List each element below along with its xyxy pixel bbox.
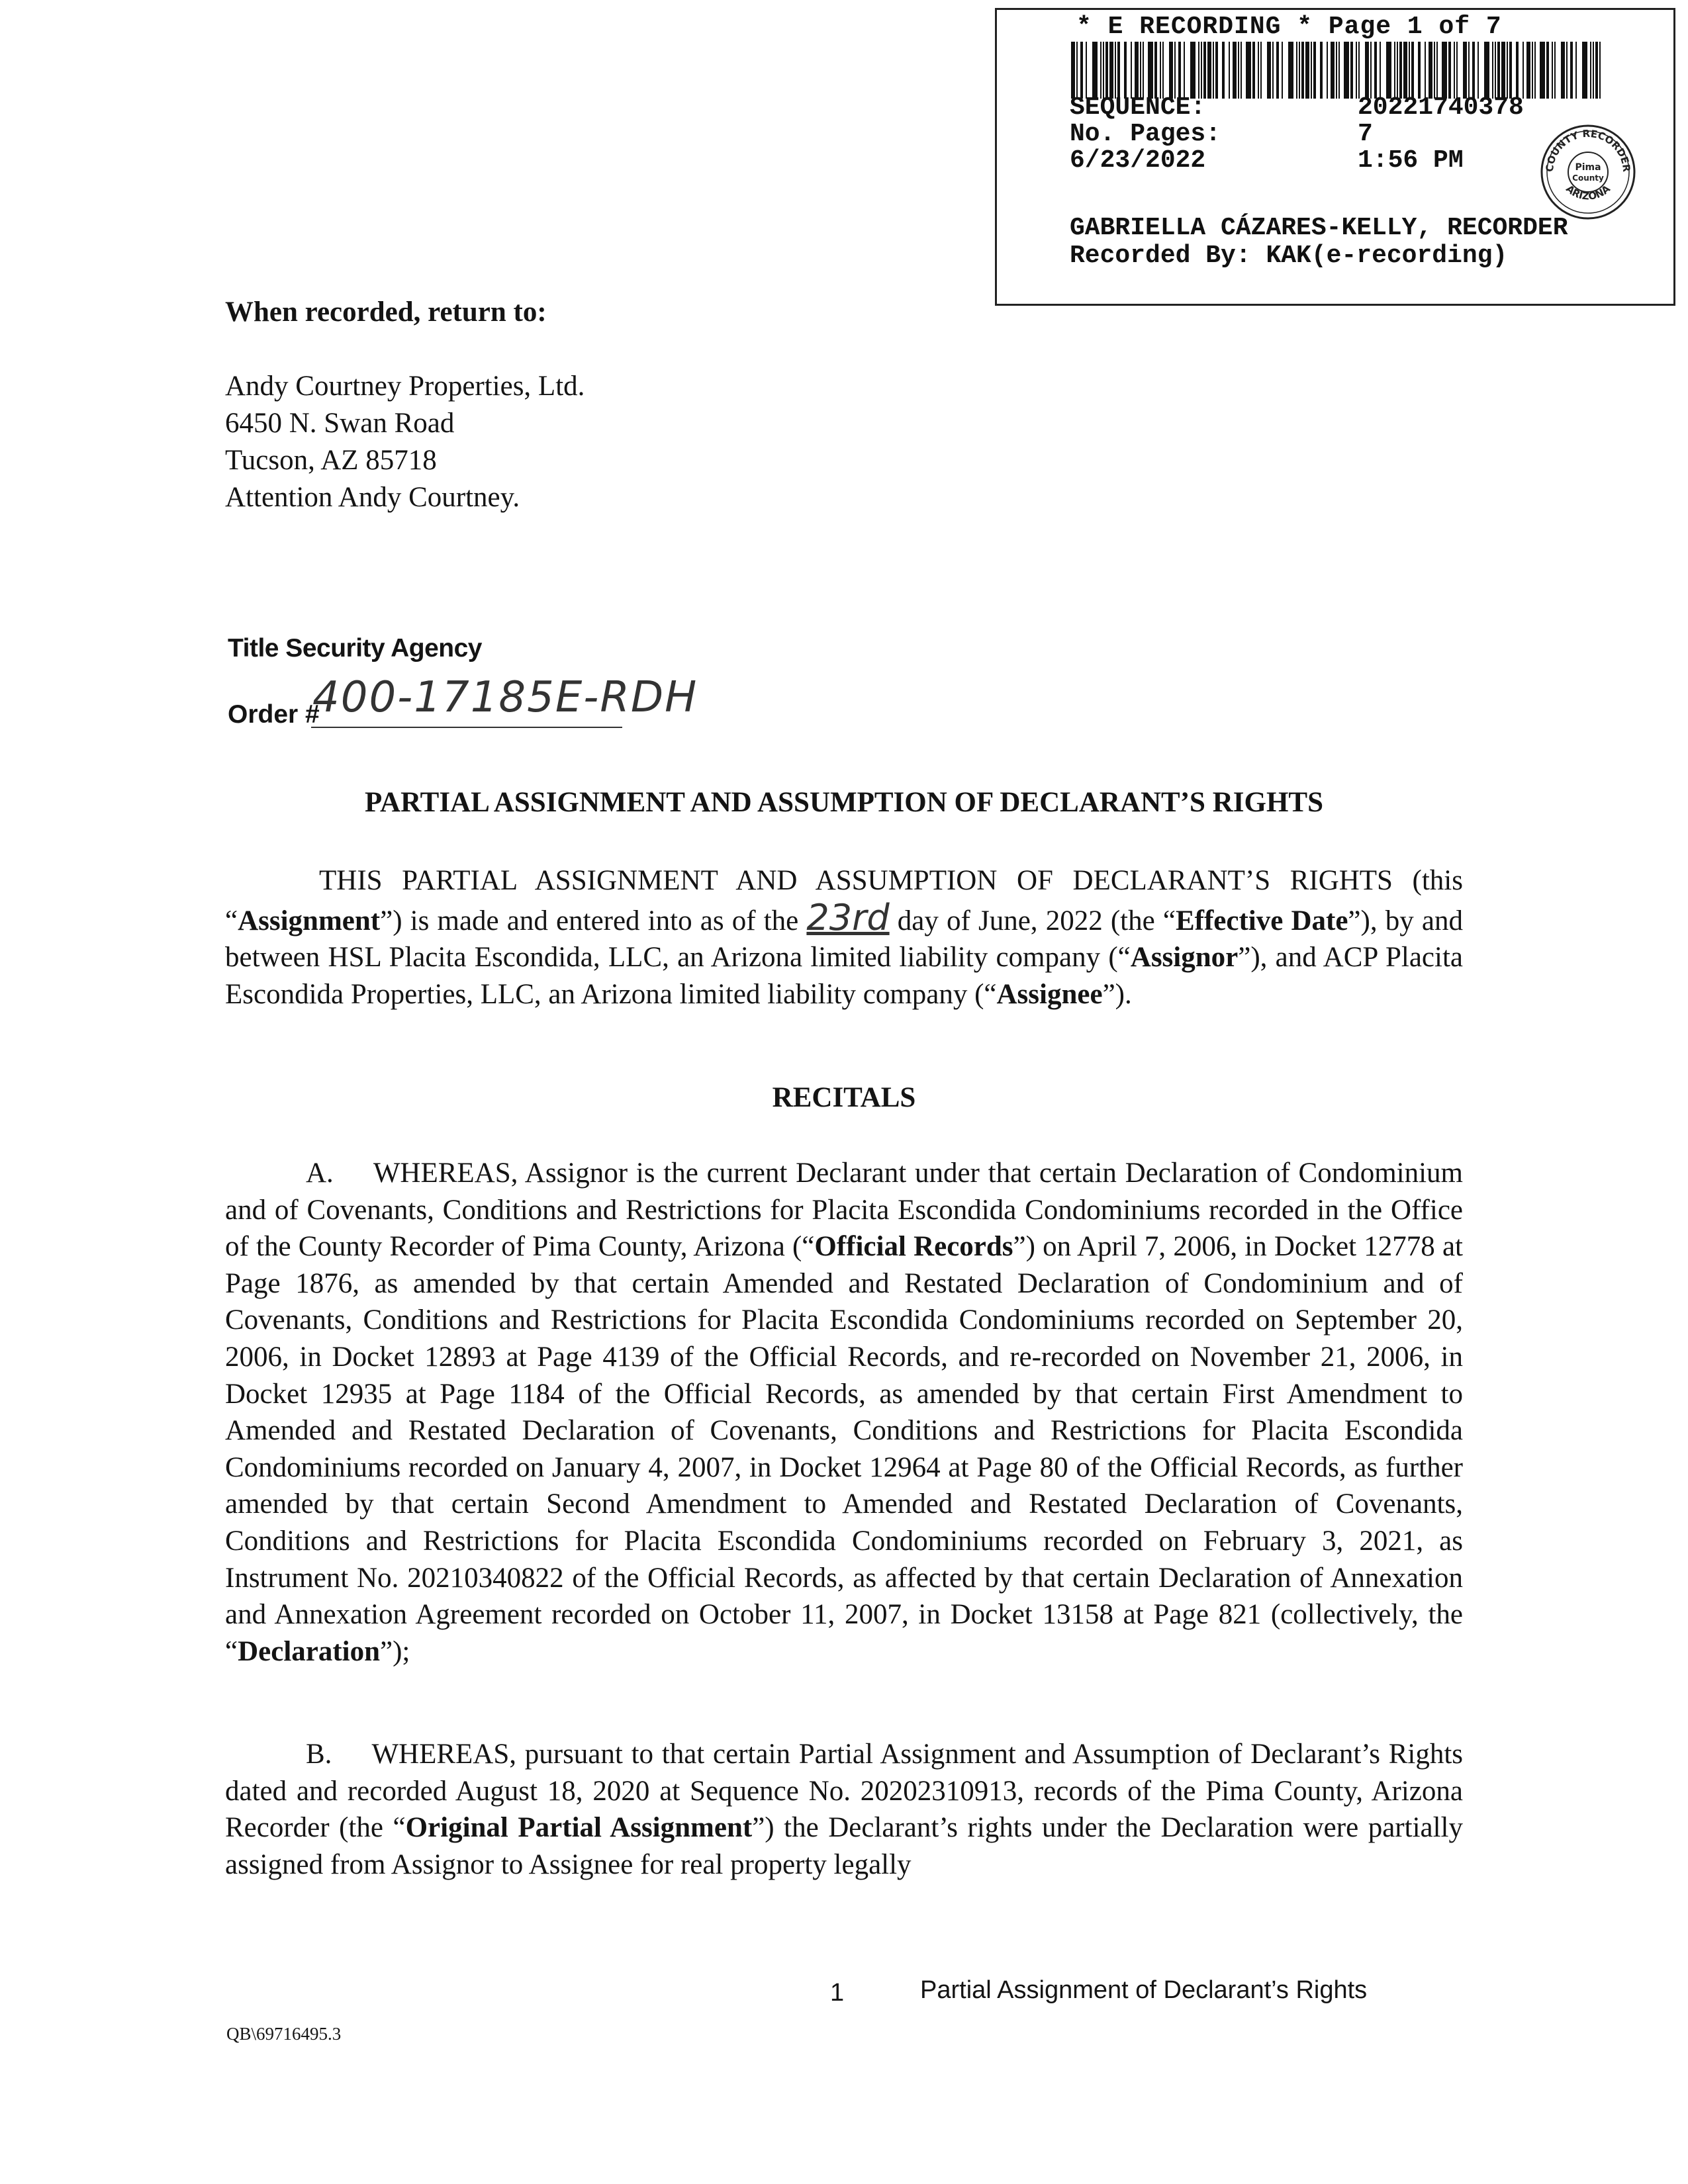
barcode-bar [1115,42,1116,99]
recital-a: A. WHEREAS, Assignor is the current Declarant under that certain Declaration of Condominium and of Covenants, Conditions and Restrictions for Placita Escondida Condominiums recorded in the Office of the County Recorder of Pima County, Arizona (“Official Records”) on April 7, 2006, in Docket 12778 at Page 1876, as amended by that certain Amended and Restated Declaration of Condominium and of Covenants, Conditions and Restrictions for Placita Escondida Condominiums recorded on September 20, 2006, in Docket 12893 at Page 4139 of the Official Records, and re-recorded on November 21, 2006, in Docket 12935 at Page 1184 of the Official Records, as amended by that certain First Amendment to Amended and Restated Declaration of Covenants, Conditions and Restrictions for Placita Escondida Condominiums recorded on January 4, 2007, in Docket 12964 at Page 80 of the Official Records, as further amended by that certain Second Amendment to Amended and Restated Declaration of Covenants, Conditions and Restrictions for Placita Escondida Condominiums recorded on February 3, 2021, as Instrument No. 20210340822 of the Official Records, as affected by that certain Declaration of Annexation and Annexation Agreement recorded on October 11, 2007, in Docket 13158 at Page 821 (collectively, the “Declaration”); [225,1158,1463,1667]
term-original-partial-assignment: Original Partial Assignment [405,1812,753,1844]
barcode-bar [1140,42,1141,99]
barcode-bar [1477,42,1479,99]
barcode-bar [1124,42,1127,99]
barcode-bar [1374,42,1377,99]
recital-a-label: A. [306,1158,334,1189]
recital-b-label: B. [306,1739,332,1770]
barcode-bar [1313,42,1316,99]
barcode-bar [1154,42,1157,99]
barcode-bar [1203,42,1206,99]
intro-paragraph: THIS PARTIAL ASSIGNMENT AND ASSUMPTION OF DECLARANT’S RIGHTS (this “Assignment”) is made and entered into as of the 23rd day of June, 2022 (the “Effective Date”), by and between HSL Placita Escondida, LLC, an Arizona limited liability company (“Assignor”), and ACP Placita Escondida Properties, LLC, an Arizona limited liability company (“Assignee”). [225,865,1463,1010]
barcode-bar [1425,42,1426,99]
barcode-bar [1501,42,1505,99]
barcode-bar [1143,42,1144,99]
barcode-bar [1184,42,1185,99]
document-title: PARTIAL ASSIGNMENT AND ASSUMPTION OF DECLARANT’S RIGHTS [364,787,1324,818]
barcode-bar [1222,42,1225,99]
barcode-bar [1358,42,1360,99]
barcode-bar [1497,42,1500,99]
barcode-bar [1086,42,1087,99]
return-to-line-1: Andy Courtney Properties, Ltd. [225,371,585,402]
recording-stamp [995,8,1675,306]
barcode-bar [1117,42,1120,99]
document-id: QB\69716495.3 [226,2024,342,2044]
barcode-bar [1320,42,1323,99]
barcode-bar [1238,42,1239,99]
barcode-bar [1071,42,1075,99]
barcode-bar [1370,42,1372,99]
barcode-bar [1546,42,1549,99]
seal-top-text: COUNTY RECORDER [1543,127,1633,173]
barcode-bar [1595,42,1598,99]
barcode-bar [1344,42,1349,99]
barcode-bar [1198,42,1199,99]
barcode-bar [1160,42,1161,99]
barcode-bar [1338,42,1340,99]
barcode-bar [1365,42,1369,99]
barcode-bar [1516,42,1519,99]
sequence-value: 20221740378 [1358,93,1524,122]
barcode-bar [1566,42,1568,99]
return-to-heading: When recorded, return to: [225,296,547,328]
pages-label: No. Pages: [1070,120,1221,148]
barcode-bar [1454,42,1455,99]
barcode-bar [1296,42,1297,99]
barcode-bar [1403,42,1407,99]
recording-time: 1:56 PM [1358,146,1464,175]
barcode-bar [1311,42,1312,99]
barcode-bar [1484,42,1489,99]
barcode-bar [1418,42,1421,99]
county-seal-icon [1538,122,1638,222]
barcode-bar [1213,42,1214,99]
barcode-bar [1080,42,1083,99]
barcode-bar [1397,42,1398,99]
return-to-line-2: 6450 N. Swan Road [225,408,455,439]
barcode-bar [1272,42,1274,99]
barcode-bar [1411,42,1414,99]
barcode-bar [1590,42,1591,99]
day-handwritten: 23rd [806,896,890,938]
barcode-bar [1468,42,1470,99]
return-to-line-4: Attention Andy Courtney. [225,482,520,513]
seal-center-2: County [1572,173,1604,183]
barcode-bar [1178,42,1181,99]
barcode-bar [1267,42,1271,99]
barcode-bar [1190,42,1196,99]
barcode-bar [1076,42,1078,99]
barcode-bar [1105,42,1108,99]
page-number: 1 [830,1979,845,2007]
barcode-bar [1131,42,1132,99]
barcode-bar [1495,42,1496,99]
term-official-records: Official Records [814,1231,1013,1263]
barcode-bar [1350,42,1353,99]
barcode-bar [1394,42,1395,99]
barcode-bar [1331,42,1335,99]
barcode-bar [1305,42,1309,99]
barcode-bar [1463,42,1467,99]
seal-bottom-text: ARIZONA [1564,183,1613,203]
barcode-bar [1456,42,1458,99]
barcode-bar [1092,42,1098,99]
barcode-bar [1593,42,1594,99]
recitals-heading: RECITALS [772,1082,916,1113]
barcode-bar [1174,42,1176,99]
barcode-bar [1523,42,1524,99]
barcode-bar [1299,42,1300,99]
barcode-bar [1448,42,1451,99]
barcode-bar [1429,42,1432,99]
barcode-bar [1472,42,1475,99]
barcode-bar [1434,42,1435,99]
barcode-bar [1336,42,1337,99]
barcode-bar [1233,42,1237,99]
barcode-bar [1386,42,1391,99]
recording-date: 6/23/2022 [1070,146,1206,175]
barcode-bar [1241,42,1242,99]
barcode-bar [1229,42,1230,99]
recital-b: B. WHEREAS, pursuant to that certain Partial Assignment and Assumption of Declarant’s Rights dated and recorded August 18, 2020 at Sequence No. 20202310913, records of the Pima County, Arizona Recorder (the “Original Partial Assignment”) the Declarant’s rights under the Declaration were partially assigned from Assignor to Assignee for real property legally [225,1739,1463,1880]
barcode-bar [1258,42,1259,99]
barcode-bar [1570,42,1573,99]
barcode-bar [1288,42,1293,99]
barcode-bar [1409,42,1410,99]
barcode-bar [1532,42,1533,99]
barcode-bar [1260,42,1262,99]
barcode-bar [1135,42,1139,99]
barcode-bar [1492,42,1493,99]
barcode-bar [1103,42,1104,99]
barcode-bar [1526,42,1530,99]
recorded-by: Recorded By: KAK(e-recording) [1070,242,1508,270]
barcode-bar [1301,42,1304,99]
order-number-handwritten: 400-17185E-RDH [312,673,698,722]
barcode-bar [1442,42,1447,99]
barcode-bar [1282,42,1283,99]
running-title: Partial Assignment of Declarant’s Rights [920,1976,1368,2004]
barcode-bar [1201,42,1202,99]
barcode-bar [1582,42,1587,99]
recorder-name: GABRIELLA CÁZARES-KELLY, RECORDER [1070,214,1568,242]
barcode-bar [1100,42,1102,99]
pages-value: 7 [1358,120,1373,148]
title-agency-name: Title Security Agency [228,634,482,662]
order-label: Order # [228,700,320,729]
barcode [1071,42,1601,99]
barcode-bar [1215,42,1218,99]
term-assignment: Assignment [238,905,381,936]
barcode-bar [1380,42,1381,99]
term-assignee: Assignee [996,978,1103,1010]
term-declaration: Declaration [238,1635,381,1667]
barcode-bar [1399,42,1402,99]
barcode-bar [1554,42,1556,99]
sequence-label: SEQUENCE: [1070,93,1206,122]
return-to-line-3: Tucson, AZ 85718 [225,445,437,476]
barcode-bar [1162,42,1164,99]
barcode-bar [1207,42,1211,99]
seal-center-1: Pima [1575,162,1601,173]
svg-text:ARIZONA [1564,183,1613,203]
term-assignor: Assignor [1130,942,1239,974]
barcode-bar [1540,42,1545,99]
barcode-bar [1276,42,1279,99]
barcode-bar [1509,42,1512,99]
barcode-bar [1327,42,1328,99]
barcode-bar [1575,42,1577,99]
barcode-bar [1552,42,1553,99]
order-underline [311,727,622,728]
stamp-header: * E RECORDING * Page 1 of 7 [1076,13,1502,41]
barcode-bar [1436,42,1438,99]
barcode-bar [1599,42,1601,99]
barcode-bar [1169,42,1173,99]
barcode-bar [1507,42,1508,99]
barcode-bar [1561,42,1565,99]
barcode-bar [1148,42,1153,99]
barcode-bar [1252,42,1255,99]
barcode-bar [1109,42,1113,99]
barcode-bar [1356,42,1357,99]
term-effective-date: Effective Date [1175,905,1348,936]
barcode-bar [1534,42,1536,99]
barcode-bar [1246,42,1251,99]
